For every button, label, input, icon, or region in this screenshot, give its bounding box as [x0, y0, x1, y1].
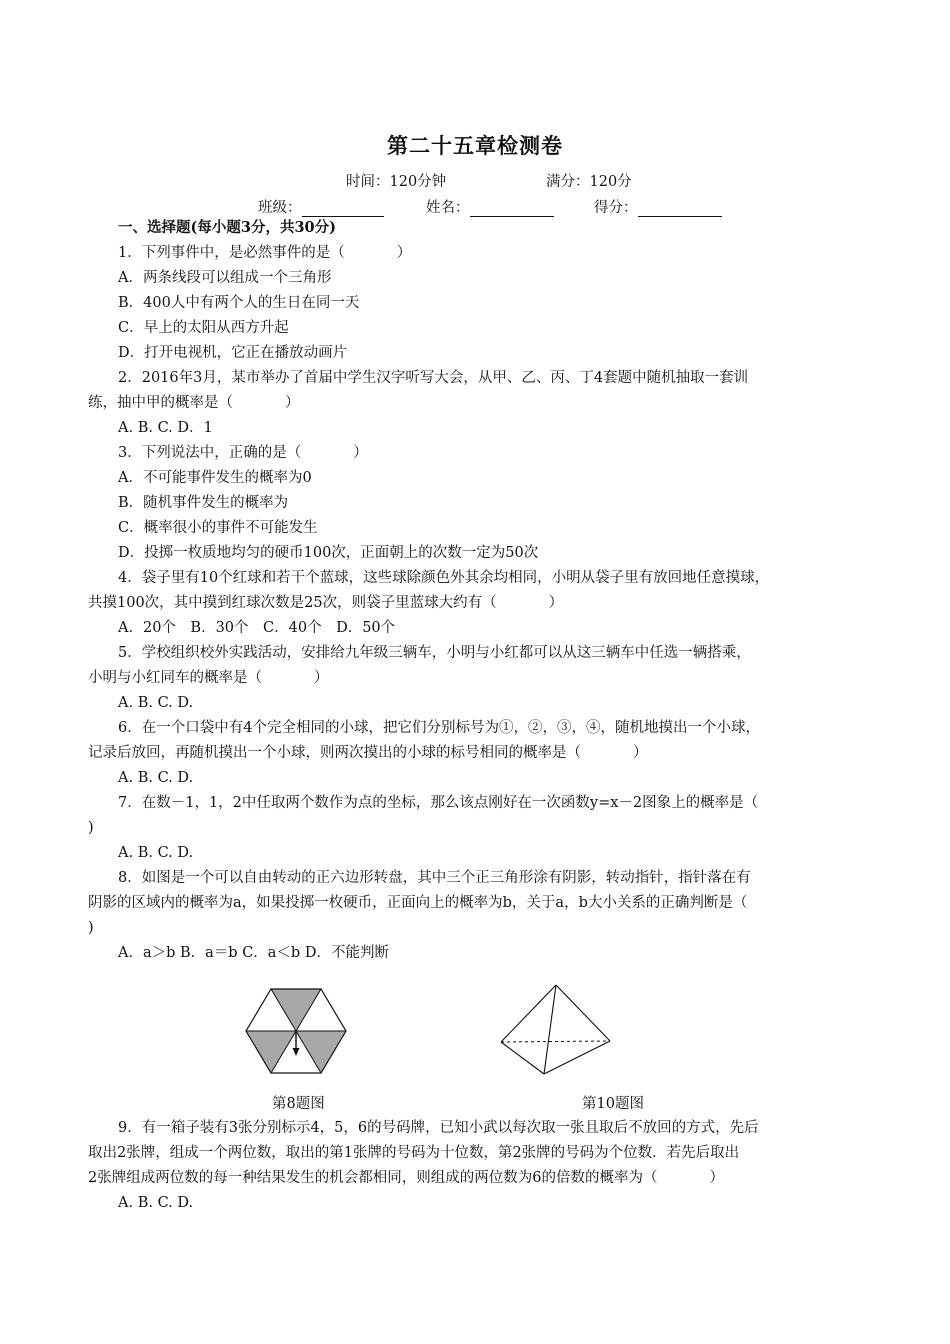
question-6-stem-cont: 记录后放回，再随机摸出一个小球，则两次摸出的小球的标号相同的概率是（ ）	[88, 745, 648, 761]
question-5-stem-cont: 小明与小红同车的概率是（ ）	[88, 670, 329, 686]
octahedron-edge	[501, 985, 556, 1042]
question-3-option: D．投掷一枚质地均匀的硬币100次，正面朝上的次数一定为50次	[118, 545, 539, 561]
octahedron-edge	[501, 1042, 544, 1074]
question-4-stem-cont: 共摸100次，其中摸到红球次数是25次，则袋子里蓝球大约有（ ）	[88, 595, 564, 611]
question-8-options: A．a＞b B．a＝b C．a＜b D．不能判断	[118, 945, 389, 961]
score-field[interactable]	[594, 196, 722, 217]
question-3-option: B．随机事件发生的概率为	[118, 495, 289, 511]
question-3-option: C．概率很小的事件不可能发生	[118, 520, 318, 536]
octahedron-figure	[500, 984, 620, 1084]
question-3-option: A．不可能事件发生的概率为0	[118, 470, 312, 486]
question-7-stem-cont: )	[88, 820, 94, 836]
spinner-pointer-arrowhead	[293, 1048, 300, 1056]
question-9-options: A. B. C. D.	[118, 1195, 194, 1211]
question-9-stem-cont: 取出2张牌，组成一个两位数，取出的第1张牌的号码为十位数，第2张牌的号码为个位数．若先后取出	[88, 1145, 740, 1161]
question-4-stem: 4．袋子里有10个红球和若干个蓝球，这些球除颜色外其余均相同，小明从袋子里有放回地任意摸球，	[118, 570, 770, 586]
score-label: 得分：	[594, 200, 638, 216]
octahedron-edge	[556, 985, 610, 1041]
question-8-stem: 8．如图是一个可以自由转动的正六边形转盘，其中三个正三角形涂有阴影，转动指针，指针落在有	[118, 870, 751, 886]
question-7-options: A. B. C. D.	[118, 845, 194, 861]
question-6-stem: 6．在一个口袋中有4个完全相同的小球，把它们分别标号为①，②，③，④，随机地摸出一个小球，	[118, 720, 760, 736]
full-score-info: 满分：120分	[546, 174, 632, 190]
time-info: 时间：120分钟	[346, 174, 447, 190]
question-8-stem-cont: )	[88, 920, 94, 936]
question-2-stem-cont: 练，抽中甲的概率是（ ）	[88, 395, 300, 411]
question-2-options: A. B. C. D．1	[118, 420, 213, 436]
question-5-options: A. B. C. D.	[118, 695, 194, 711]
question-3-stem: 3．下列说法中，正确的是（ ）	[118, 445, 368, 461]
question-2-stem: 2．2016年3月，某市举办了首届中学生汉字听写大会，从甲、乙、丙、丁4套题中随机抽取一套训	[118, 370, 749, 386]
question-9-stem: 9．有一箱子装有3张分别标示4，5，6的号码牌，已知小武以每次取一张且取后不放回的方式，先后	[118, 1120, 759, 1136]
question-1-stem: 1．下列事件中，是必然事件的是（ ）	[118, 245, 412, 261]
question-1-option: B．400人中有两个人的生日在同一天	[118, 295, 360, 311]
hexagon-spinner-figure	[244, 988, 354, 1074]
shaded-triangle-lower-right	[296, 1031, 346, 1073]
name-blank[interactable]	[470, 201, 554, 217]
name-label: 姓名：	[426, 200, 470, 216]
page-title: 第二十五章检测卷	[387, 133, 563, 158]
octahedron-hidden-edge	[501, 1041, 610, 1042]
figure-10-caption: 第10题图	[582, 1096, 644, 1112]
class-label: 班级：	[258, 200, 302, 216]
question-6-options: A. B. C. D.	[118, 770, 194, 786]
question-1-option: C．早上的太阳从西方升起	[118, 320, 289, 336]
shaded-triangle-lower-left	[246, 1031, 296, 1073]
shaded-triangle-top	[271, 989, 321, 1031]
question-1-option: A．两条线段可以组成一个三角形	[118, 270, 332, 286]
score-blank[interactable]	[638, 201, 722, 217]
question-8-stem-cont: 阴影的区域内的概率为a，如果投掷一枚硬币，正面向上的概率为b，关于a，b大小关系的正确判断是（	[88, 895, 748, 911]
question-9-stem-cont: 2张牌组成两位数的每一种结果发生的机会都相同，则组成的两位数为6的倍数的概率为（ ）	[88, 1170, 724, 1186]
question-7-stem: 7．在数－1，1，2中任取两个数作为点的坐标，那么该点刚好在一次函数y=x－2图象上的概率是（	[118, 795, 759, 811]
figure-8-caption: 第8题图	[272, 1096, 325, 1112]
question-1-option: D．打开电视机，它正在播放动画片	[118, 345, 348, 361]
question-4-options: A．20个 B．30个 C．40个 D．50个	[118, 620, 396, 636]
octahedron-edge	[544, 1041, 610, 1074]
class-blank[interactable]	[302, 201, 384, 217]
section-heading: 一、选择题(每小题3分，共30分)	[118, 219, 336, 236]
octahedron-edge	[544, 985, 556, 1074]
question-5-stem: 5．学校组织校外实践活动，安排给九年级三辆车，小明与小红都可以从这三辆车中任选一辆搭乘，	[118, 645, 751, 661]
name-field[interactable]	[426, 196, 554, 217]
class-field[interactable]	[258, 196, 384, 217]
